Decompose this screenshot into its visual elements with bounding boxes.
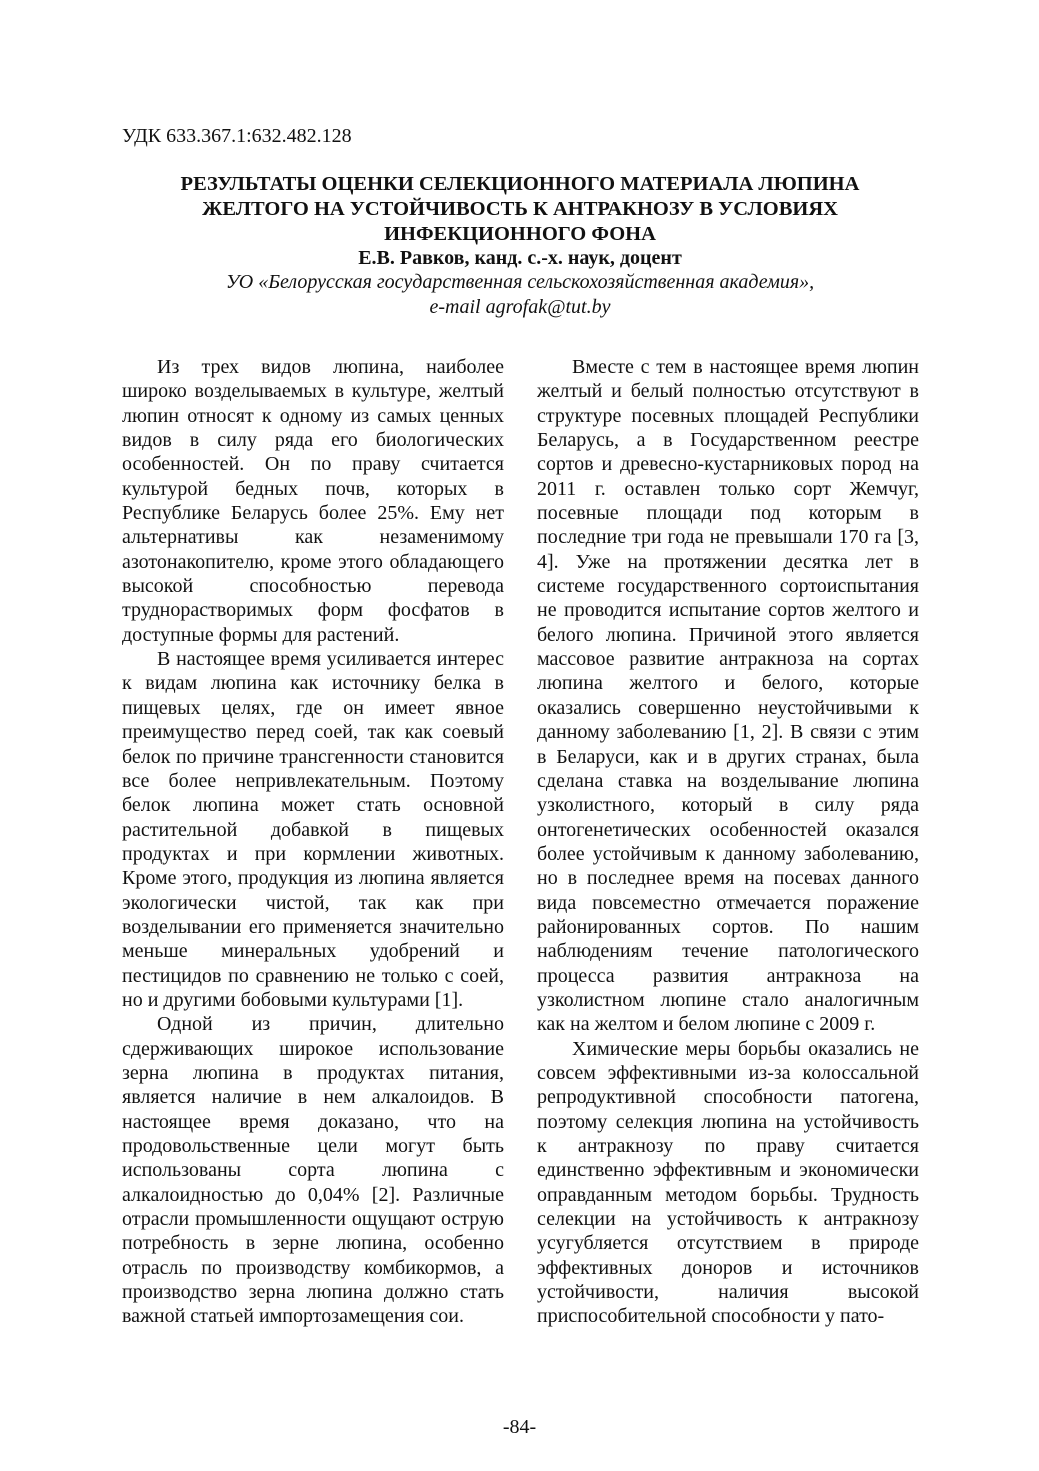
paragraph: Одной из причин, длительно сдерживающих широкое использование зерна люпина в продуктах питания, является наличие в нем алкалоидов. В настоящее время доказано, что на продовольственные цели могут быть использованы сорта люпина с алкалоидностью до 0,04% [2]. Различные отрасли промышленности ощущают острую потребность в зерне люпина, особенно отрасль по производству комбикормов, а производство зерна люпина должно стать важной статьей импортозамещения сои. [122,1013,504,1328]
left-column [122,355,504,1329]
article-title [120,172,920,247]
title-line: ЖЕЛТОГО НА УСТОЙЧИВОСТЬ К АНТРАКНОЗУ В УСЛОВИЯХ [202,198,838,220]
author-line: Е.В. Равков, канд. с.-х. наук, доцент [358,247,682,269]
affiliation-block [120,270,920,320]
affiliation: УО «Белорусская государственная сельскохозяйственная академия», [225,271,815,293]
title-line: РЕЗУЛЬТАТЫ ОЦЕНКИ СЕЛЕКЦИОННОГО МАТЕРИАЛА ЛЮПИНА [180,173,860,195]
title-line: ИНФЕКЦИОННОГО ФОНА [384,223,656,245]
page-number: -84- [502,1416,537,1438]
email: e-mail agrofak@tut.by [429,296,611,318]
paragraph: В настоящее время усиливается интерес к видам люпина как источнику белка в пищевых целях, где он имеет явное преимущество перед соей, так как соевый белок по причине трансгенности становится все более непривлекательным. Поэтому белок люпина может стать основной растительной добавкой в пищевых продуктах и при кормлении животных. Кроме этого, продукция из люпина является экологически чистой, так как при возделывании его применяется значительно меньше минеральных удобрений и пестицидов по сравнению не только с соей, но и другими бобовыми культурами [1]. [122,648,504,1011]
paragraph: Из трех видов люпина, наиболее широко возделываемых в культуре, желтый люпин относят к одному из самых ценных видов в силу ряда его биологических особенностей. Он по праву считается культурой бедных почв, которых в Республике Беларусь более 25%. Ему нет альтернативы как незаменимому азотонакопителю, кроме этого обладающего высокой способностью перевода труднорастворимых форм фосфатов в доступные формы для растений. [122,356,504,646]
paragraph: Вместе с тем в настоящее время люпин желтый и белый полностью отсутствуют в структуре посевных площадей Республики Беларусь, а в Государственном реестре сортов и древесно-кустарниковых пород на 2011 г. оставлен только сорт Жемчуг, посевные площади под которым в последние три года не превышали 170 га [3, 4]. Уже на протяжении десятка лет в системе государственного сортоиспытания не проводится испытание сортов желтого и белого люпина. Причиной этого является массовое развитие антракноза на сортах люпина желтого и белого, которые оказались совершенно неустойчивыми к данному заболеванию [1, 2]. В связи с этим в Беларуси, как и в других странах, была сделана ставка на возделывание люпина узколистного, который в силу ряда онтогенетических особенностей оказался более устойчивым к данному заболеванию, но в последнее время на посевах данного вида повсеместно отмечается поражение районированных сортов. По нашим наблюдениям течение патологического процесса развития антракноза на узколистном люпине стало аналогичным как на желтом и белом люпине с 2009 г. [537,356,919,1036]
paragraph: Химические меры борьбы оказались не совсем эффективными из-за колоссальной репродуктивной способности патогена, поэтому селекция люпина на устойчивость к антракнозу по праву считается единственно эффективным и экономически оправданным методом борьбы. Трудность селекции на устойчивость к антракнозу усугубляется отсутствием в природе эффективных доноров и источников устойчивости, наличия высокой приспособительной способности у пато- [537,1037,919,1328]
udc-code: УДК 633.367.1:632.482.128 [122,125,352,147]
right-column [537,355,919,1329]
